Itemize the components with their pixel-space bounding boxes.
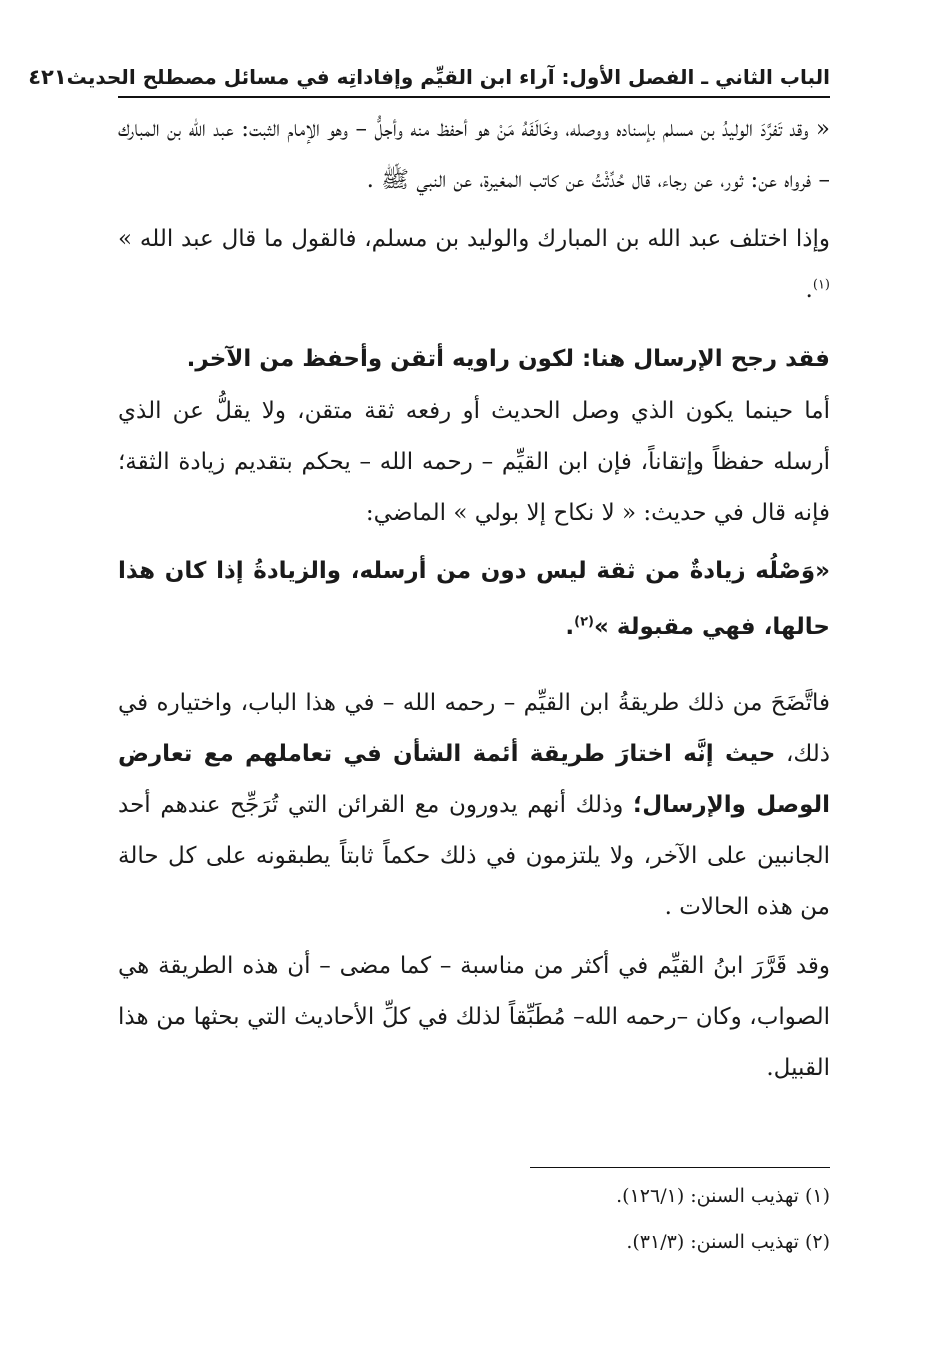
running-header bbox=[28, 62, 830, 98]
footnote-ref-2: (٢) bbox=[574, 614, 594, 630]
footnote-ref-1: (١) bbox=[812, 277, 830, 293]
document-page bbox=[28, 62, 831, 1253]
paragraph-2-end: . bbox=[805, 277, 813, 303]
paragraph-2 bbox=[118, 214, 830, 316]
footnote-2: (٢) تهذيب السنن: (٣١/٣). bbox=[626, 1231, 830, 1253]
paragraph-3: أما حينما يكون الذي وصل الحديث أو رفعه ثقة متقن، ولا يقلُّ عن الذي أرسله حفظاً وإتقاناً، فإن ابن القيِّم – رحمه الله – يحكم بتقديم زيادة الثقة؛ فإنه قال في حديث: « لا نكاح إلا بولي » الماضي: bbox=[118, 398, 830, 526]
footnote-separator bbox=[530, 1167, 830, 1168]
footnote-1: (١) تهذيب السنن: (١٢٦/١). bbox=[616, 1185, 830, 1207]
paragraph-1: « وقد تَفرَّدَ الوليدُ بن مسلم بإسناده ووصله، وخَالَفَهُ مَنْ هو أحفظ منه وأجلُّ – وهو الإمام الثبت: عبد الله بن المبارك – فرواه عن: ثور، عن رجاء، قال حُدِّثْتُ عن كاتب المغيرة، عن النبي ﷺ . bbox=[118, 116, 830, 193]
paragraph-4-bold: حيث إنَّه اختارَ طريقة أئمة الشأن في تعاملهم مع تعارض الوصل والإرسال؛ bbox=[118, 741, 831, 818]
quote-end: . bbox=[565, 614, 575, 640]
paragraph-4-part-c: وذلك أنهم يدورون مع القرائن التي تُرَجِّح عندهم أحد الجانبين على الآخر، ولا يلتزمون في ذلك حكماً ثابتاً يطبقونه على كل حالة من هذه الحالات . bbox=[118, 792, 830, 920]
paragraph-4-part-a: فاتَّضَحَ من ذلك طريقةُ ابن القيِّم – رحمه الله – في هذا الباب، واختياره في ذلك، bbox=[118, 690, 830, 767]
page-number: ٤٢١ bbox=[28, 65, 67, 89]
header-title: الباب الثاني ـ الفصل الأول: آراء ابن القيِّم وإفاداتِه في مسائل مصطلح الحديث bbox=[66, 65, 830, 89]
bold-quote bbox=[118, 543, 830, 655]
paragraph-2-text: وإذا اختلف عبد الله بن المبارك والوليد بن مسلم، فالقول ما قال عبد الله » bbox=[118, 226, 830, 252]
quote-text: «وَصْلُه زيادةٌ من ثقة ليس دون من أرسله، والزيادةُ إذا كان هذا حالها، فهي مقبولة » bbox=[118, 558, 830, 640]
paragraph-4 bbox=[118, 678, 830, 933]
bold-heading: فقد رجح الإرسال هنا: لكون راويه أتقن وأحفظ من الآخر. bbox=[186, 346, 830, 372]
paragraph-5: وقد قَرَّرَ ابنُ القيِّم في أكثر من مناسبة – كما مضى – أن هذه الطريقة هي الصواب، وكان –رحمه الله– مُطَبِّقاً لذلك في كلِّ الأحاديث التي بحثها من هذا القبيل. bbox=[118, 953, 830, 1081]
